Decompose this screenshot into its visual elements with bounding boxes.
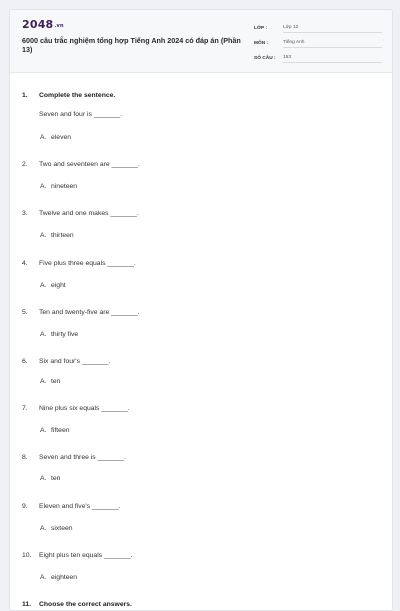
answer-letter: A. — [40, 134, 47, 141]
question-line — [22, 309, 140, 316]
question-line — [22, 503, 120, 510]
question-item — [10, 454, 392, 504]
question-text: Five plus three equals _______. — [39, 260, 136, 267]
question-text: Nine plus six equals _______. — [39, 405, 130, 412]
question-line — [22, 161, 140, 168]
meta-value: Tiếng Anh — [283, 40, 382, 48]
question-number: 3. — [22, 210, 28, 217]
question-text: Seven and four is _______. — [39, 111, 123, 118]
question-number: 10. — [22, 552, 32, 559]
question-line — [22, 210, 139, 217]
meta-label: LỚP : — [254, 26, 268, 31]
question-number: 8. — [22, 454, 28, 461]
answer-option[interactable] — [40, 525, 73, 532]
logo-tld: .vn — [54, 23, 64, 29]
question-item — [10, 260, 392, 310]
meta-row-count — [254, 48, 382, 63]
answer-option[interactable] — [40, 282, 66, 289]
answer-letter: A. — [40, 378, 47, 385]
answer-text: fifteen — [51, 427, 70, 434]
document-meta — [254, 18, 382, 63]
answer-letter: A. — [40, 525, 47, 532]
question-item — [10, 405, 392, 455]
answer-text: ten — [51, 378, 61, 385]
answer-option[interactable] — [40, 427, 70, 434]
question-line — [22, 405, 130, 412]
question-text: Six and four's _______. — [39, 358, 111, 365]
answer-text: eleven — [51, 134, 72, 141]
question-line — [22, 552, 132, 559]
question-line — [22, 601, 132, 608]
question-item — [10, 503, 392, 553]
question-line — [22, 454, 126, 461]
answer-text: eight — [51, 282, 66, 289]
question-number: 9. — [22, 503, 28, 510]
answer-text: ten — [51, 475, 61, 482]
question-item — [10, 601, 392, 611]
question-item — [10, 210, 392, 260]
question-number: 11. — [22, 601, 32, 608]
answer-text: eighteen — [51, 574, 78, 581]
question-text: Ten and twenty-five are _______. — [39, 309, 140, 316]
question-line — [22, 358, 110, 365]
question-item — [10, 552, 392, 602]
question-number: 7. — [22, 405, 28, 412]
question-number: 6. — [22, 358, 28, 365]
answer-letter: A. — [40, 331, 47, 338]
answer-letter: A. — [40, 427, 47, 434]
answer-option[interactable] — [40, 331, 78, 338]
answer-text: thirteen — [51, 232, 74, 239]
question-item — [10, 92, 392, 142]
answer-option[interactable] — [40, 378, 60, 385]
question-number: 1. — [22, 92, 28, 99]
answer-letter: A. — [40, 232, 47, 239]
answer-text: thirty five — [51, 331, 79, 338]
question-item — [10, 309, 392, 359]
meta-row-subject — [254, 33, 382, 48]
document-title: 6000 câu trắc nghiệm tổng hợp Tiếng Anh 2024 có đáp án (Phần 13) — [22, 36, 241, 54]
meta-value: 153 — [283, 55, 382, 63]
question-text: Eight plus ten equals _______. — [39, 552, 133, 559]
meta-label: SỐ CÂU : — [254, 56, 276, 61]
question-line — [22, 260, 136, 267]
answer-option[interactable] — [40, 134, 71, 141]
meta-label: MÔN : — [254, 41, 269, 46]
answer-option[interactable] — [40, 574, 77, 581]
question-instruction: Complete the sentence. — [39, 92, 116, 99]
answer-option[interactable] — [40, 183, 77, 190]
answer-text: nineteen — [51, 183, 78, 190]
meta-row-class — [254, 18, 382, 33]
question-number: 2. — [22, 161, 28, 168]
question-text: Two and seventeen are _______. — [39, 161, 140, 168]
question-number: 5. — [22, 309, 28, 316]
question-item — [10, 161, 392, 211]
answer-letter: A. — [40, 183, 47, 190]
question-text: Twelve and one makes _______. — [39, 210, 139, 217]
answer-text: sixteen — [51, 525, 73, 532]
question-line — [22, 92, 115, 99]
site-logo[interactable] — [22, 18, 64, 31]
answer-option[interactable] — [40, 232, 74, 239]
answer-option[interactable] — [40, 475, 60, 482]
document-header — [10, 10, 392, 73]
document-sheet — [9, 9, 393, 611]
answer-letter: A. — [40, 574, 47, 581]
meta-value: Lớp 12 — [283, 25, 382, 33]
answer-letter: A. — [40, 282, 47, 289]
question-item — [10, 358, 392, 408]
question-instruction: Choose the correct answers. — [39, 601, 132, 608]
answer-letter: A. — [40, 475, 47, 482]
question-text: Eleven and five's _______. — [39, 503, 121, 510]
logo-number: 2048 — [22, 18, 54, 31]
question-text: Seven and three is _______. — [39, 454, 126, 461]
question-number: 4. — [22, 260, 28, 267]
